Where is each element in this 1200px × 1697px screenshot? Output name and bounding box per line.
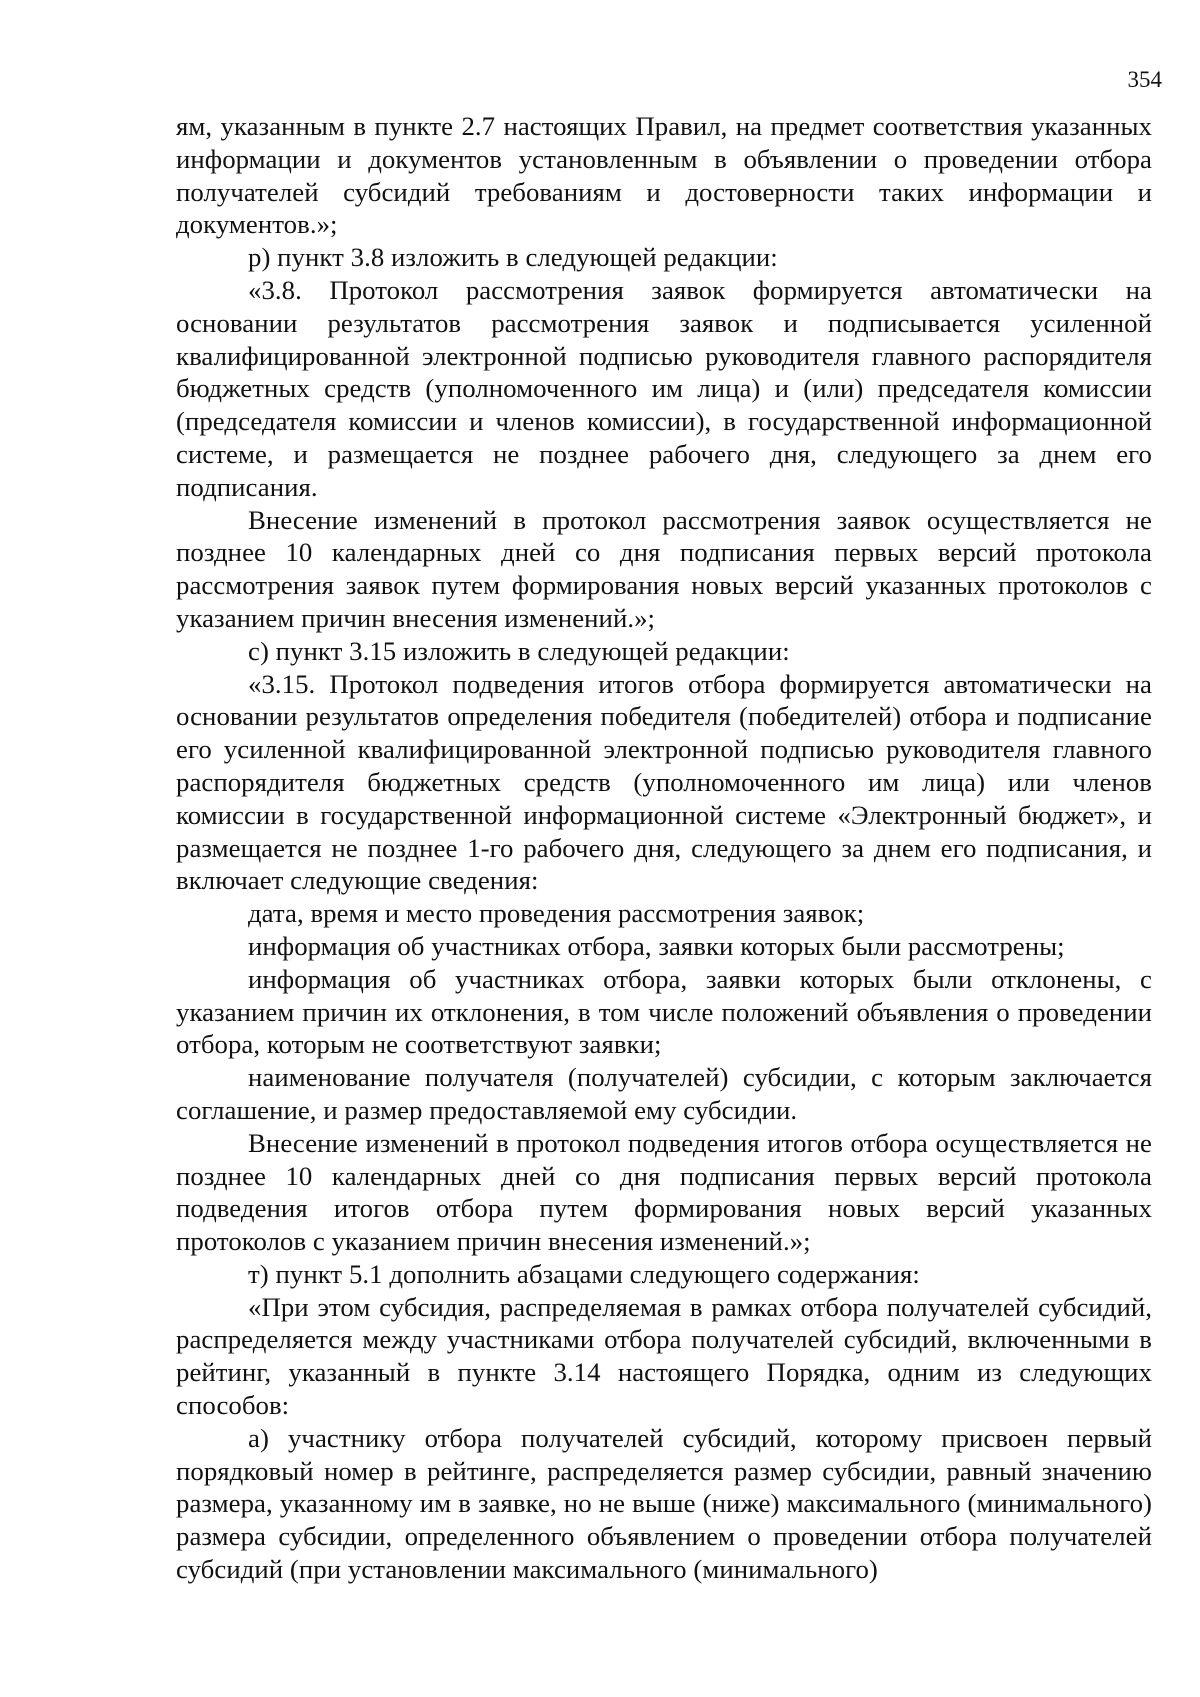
paragraph: наименование получателя (получателей) субсидии, с которым заключается соглашение, и размер предоставляемой ему субсидии. [176, 1062, 1152, 1125]
page-number: 354 [1127, 67, 1162, 92]
paragraph: «3.15. Протокол подведения итогов отбора формируется автоматически на основании результатов определения победителя (победителей) отбора и подписание его усиленной квалифицированной электронной подписью руководителя главного распорядителя бюджетных средств (уполномоченного им лица) или членов комиссии в государственной информационной системе «Электронный бюджет», и размещается не позднее 1-го рабочего дня, следующего за днем его подписания, и включает следующие сведения: [176, 668, 1152, 896]
paragraph: р) пункт 3.8 изложить в следующей редакции: [248, 242, 778, 273]
paragraph: информация об участниках отбора, заявки которых были отклонены, с указанием причин их отклонения, в том числе положений объявления о проведении отбора, которым не соответствуют заявки; [176, 963, 1152, 1060]
paragraph: дата, время и место проведения рассмотрения заявок; [248, 898, 865, 929]
paragraph: Внесение изменений в протокол рассмотрения заявок осуществляется не позднее 10 календарных дней со дня подписания первых версий протокола рассмотрения заявок путем формирования новых версий указанных протоколов с указанием причин внесения изменений.»; [176, 504, 1152, 633]
paragraph: Внесение изменений в протокол подведения итогов отбора осуществляется не позднее 10 календарных дней со дня подписания первых версий протокола подведения итогов отбора путем формирования новых версий указанных протоколов с указанием причин внесения изменений.»; [176, 1127, 1152, 1257]
paragraph: информация об участниках отбора, заявки которых были рассмотрены; [248, 930, 1065, 961]
document-body [176, 110, 1152, 1586]
paragraph: «3.8. Протокол рассмотрения заявок формируется автоматически на основании результатов рассмотрения заявок и подписывается усиленной квалифицированной электронной подписью руководителя главного распорядителя бюджетных средств (уполномоченного им лица) и (или) председателя комиссии (председателя комиссии и членов комиссии), в государственной информационной системе, и размещается не позднее рабочего дня, следующего за днем его подписания. [176, 274, 1152, 502]
paragraph: а) участнику отбора получателей субсидий, которому присвоен первый порядковый номер в рейтинге, распределяется размер субсидии, равный значению размера, указанному им в заявке, но не выше (ниже) максимального (минимального) размера субсидии, определенного объявлением о проведении отбора получателей субсидий (при установлении максимального (минимального) [176, 1422, 1152, 1585]
paragraph: ям, указанным в пункте 2.7 настоящих Правил, на предмет соответствия указанных информации и документов установленным в объявлении о проведении отбора получателей субсидий требованиям и достоверности таких информации и документов.»; [176, 111, 1152, 240]
paragraph: с) пункт 3.15 изложить в следующей редакции: [248, 635, 790, 666]
paragraph: т) пункт 5.1 дополнить абзацами следующего содержания: [248, 1258, 920, 1289]
paragraph: «При этом субсидия, распределяемая в рамках отбора получателей субсидий, распределяется между участниками отбора получателей субсидий, включенными в рейтинг, указанный в пункте 3.14 настоящего Порядка, одним из следующих способов: [176, 1291, 1152, 1421]
